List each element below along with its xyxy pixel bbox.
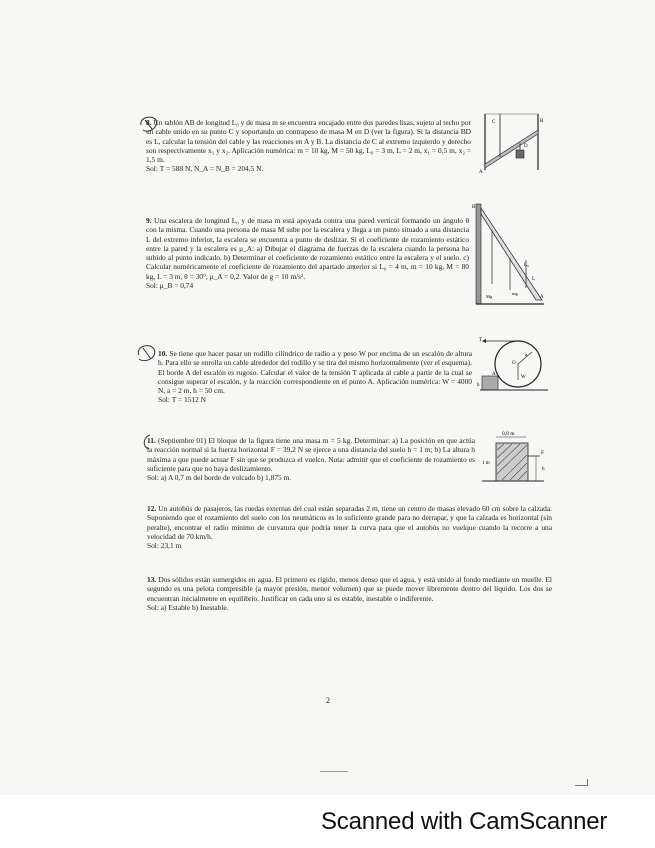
- solution-text: T = 1512 N: [171, 395, 206, 405]
- fig9-label-l: L: [532, 277, 536, 282]
- figure-roller-over-step: [478, 336, 550, 394]
- fig10-label-a-edge: A: [492, 372, 496, 377]
- solution-label: Sol:: [147, 602, 159, 612]
- fig10-label-h: h: [477, 383, 480, 388]
- problem-text: Un autobús de pasajeros, las ruedas externas del cual están separadas 2 m, tiene un centro de masas elevado 60 cm sobre la calzada. Suponiendo que el rozamiento del suelo con los neumáticos es lo suficiente grande para no derrapar, y que la calzada es horizontal (sin peralte), encontrar el radio mínimo de curvatura que podría tener la curva para que el autobús no vuelque cuando la recorre a una velocidad de 70 km/h.: [147, 504, 552, 541]
- problem-text: (Septiembre 01) El bloque de la figura tiene una masa m = 5 kg. Determinar: a) La posición en que actúa la reacción normal si la fuerza horizontal F = 39,2 N se ejerce a una distancia del suelo h = 1 m; b) La altura h máxima a que puede actuar F sin que se produzca el vuelco. Nota: admitir que el coeficiente de rozamiento es suficiente para que no haya deslizamiento.: [147, 436, 476, 473]
- fig8-label-d: D: [524, 144, 528, 149]
- problem-number: 13.: [147, 575, 157, 584]
- solution-text: μ_B = 0,74: [159, 281, 194, 291]
- page-number: 2: [326, 696, 330, 705]
- figure-block-with-force: [478, 428, 552, 488]
- fig11-label-h: h: [542, 467, 545, 472]
- fig8-label-a: A: [479, 170, 483, 175]
- figure-ladder-against-wall: [470, 200, 548, 310]
- problem-9: [146, 216, 469, 290]
- scan-artifact-line: [320, 771, 348, 772]
- solution-text: a) A 0,7 m del borde de volcado b) 1,875 m.: [160, 473, 292, 483]
- fig8-label-c: C: [492, 120, 496, 125]
- solution-label: Sol:: [147, 473, 159, 483]
- problem-text: Un tablón AB de longitud L₀ y de masa m se encuentra encajado entre dos paredes lisas, sujeto al techo por un cable unido en su punto C y soportando un contrapeso de masa M en D (ver la figura). Si la distancia BD es L, calcular la tensión del cable y las reacciones en A y B. La distancia de C al extremo izquierdo y derecho son respectivamente x₁ y x₂. Aplicación numérica: m = 10 kg, M = 50 kg, L₀ = 3 m, L = 2 m, x₁ = 0,5 m, x₂ = 1,5 m.: [146, 118, 471, 165]
- problem-12: [147, 504, 552, 550]
- solution-label: Sol:: [146, 281, 158, 291]
- fig10-label-w: W: [521, 375, 526, 380]
- problem-text: Dos sólidos están sumergidos en agua. El primero es rígido, menos denso que el agua, y está unido al fondo mediante un muelle. El segundo es una pelota compresible (a mayor presión, menor volumen) que se puede mover libremente dentro del líquido. Los dos se encuentran inicialmente en equilibrio. Justificar en cada uno si es estable, inestable o indiferente.: [147, 575, 552, 603]
- fig11-label-f: F: [541, 450, 545, 456]
- circled-mark-icon: [134, 343, 158, 365]
- fig9-label-mg-small: mg: [512, 291, 518, 296]
- fig9-label-b: B: [472, 205, 476, 210]
- solution-text: T = 588 N, N_A = N_B = 204,5 N.: [159, 164, 264, 174]
- fig9-label-a: A: [540, 295, 544, 300]
- problem-number: 9.: [146, 216, 152, 225]
- fig11-label-height: 1 m: [482, 461, 490, 466]
- solution-label: Sol:: [146, 164, 158, 174]
- fig10-label-a: a: [525, 353, 528, 358]
- problem-11: [147, 436, 475, 482]
- problem-number: 12.: [147, 504, 157, 513]
- solution-label: Sol:: [158, 395, 170, 405]
- problem-number: 8.: [146, 118, 152, 127]
- solution-text: a) Estable b) Inestable.: [160, 602, 229, 612]
- fig10-label-t: T: [479, 338, 483, 343]
- fig9-label-mg: Mg: [486, 294, 493, 299]
- scan-artifact-corner: [575, 779, 588, 786]
- problem-13: [147, 575, 552, 612]
- camscanner-watermark: Scanned with CamScanner: [321, 808, 608, 835]
- fig8-label-b: B: [540, 119, 544, 124]
- fig11-label-width: 0,8 m: [502, 431, 515, 437]
- fig10-label-o: O: [512, 361, 516, 366]
- problem-10: [158, 349, 472, 405]
- solution-label: Sol:: [147, 541, 159, 551]
- problem-text: Una escalera de longitud L₀ y de masa m está apoyada contra una pared vertical formando un ángulo θ con la misma. Cuando una persona de masa M sube por la escalera y llega a un punto situado a una distancia L del extremo inferior, la escalera se encuentra a punto de deslizar. Si el coeficiente de rozamiento estático entre la pared y la escalera es μ_A: a) Dibujar el diagrama de fuerzas de la escalera cuando la persona ha subido al punto indicado. b) Determinar el coeficiente de rozamiento estático entre la escalera y el suelo. c) Calcular numéricamente el coeficiente de rozamiento del apartado anterior si L₀ = 4 m, m = 10 kg, M = 80 kg, L = 3 m, θ = 30°, μ_A = 0,2. Valor de g = 10 m/s².: [146, 216, 469, 281]
- problem-number: 11.: [147, 436, 156, 445]
- problem-8: [146, 118, 471, 174]
- problem-number: 10.: [158, 349, 168, 358]
- fig9-label-l0: L₀: [524, 263, 529, 268]
- figure-plank-between-walls: [476, 110, 548, 174]
- solution-text: 23,1 m: [160, 541, 182, 551]
- problem-text: Se tiene que hacer pasar un rodillo cilíndrico de radio a y peso W por encima de un escalón de altura h. Para ello se enrolla un cable alrededor del rodillo y se tira del mismo horizontalmente (ver el esquema). El borde A del escalón es rugoso. Calcular el valor de la tensión T aplicada al cable a partir de la cual se consigue superar el escalón, y la reacción correspondiente en el punto A. Aplicación numérica: W = 4000 N, a = 2 m, h = 50 cm.: [158, 349, 472, 396]
